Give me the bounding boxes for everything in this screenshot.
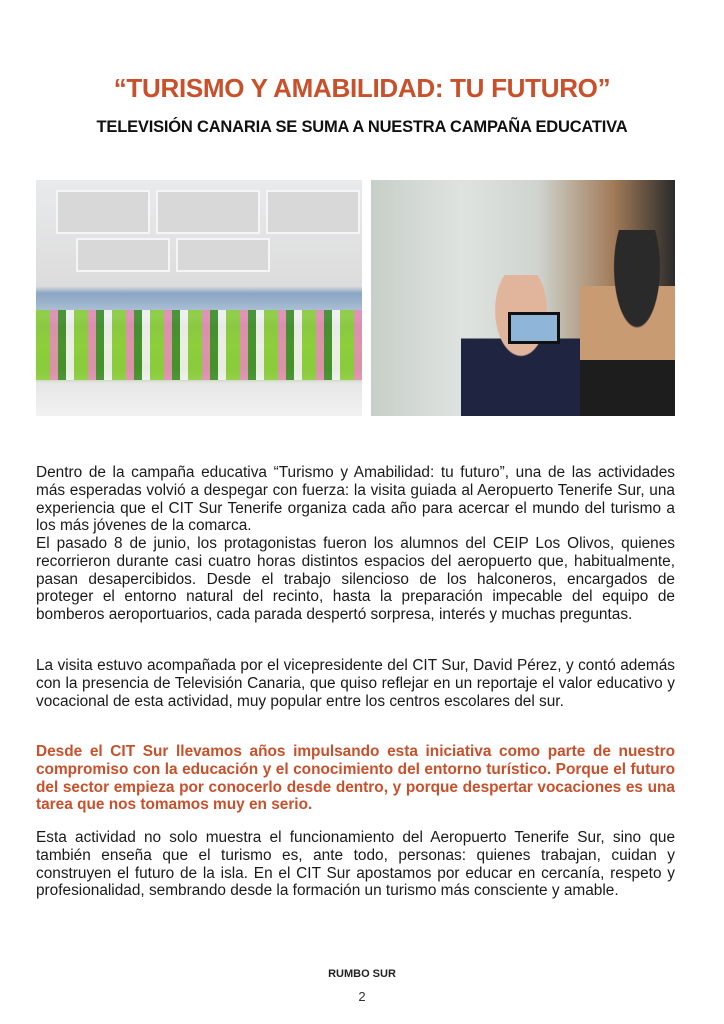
page-title: “TURISMO Y AMABILIDAD: TU FUTURO” bbox=[113, 73, 611, 103]
photo-students-group bbox=[36, 180, 362, 416]
ceiling-tile bbox=[56, 190, 150, 234]
article-paragraph-1: Dentro de la campaña educativa “Turismo y Amabilidad: tu futuro”, una de las actividades más esperadas volvió a despegar con fuerza: la visita guiada al Aeropuerto Tenerife Sur, una experiencia que el CIT Sur Tenerife organiza cada año para acercar el mundo del turismo a los más jóvenes de la comarca. bbox=[36, 464, 675, 535]
students-crowd bbox=[36, 310, 362, 380]
article-paragraph-2: El pasado 8 de junio, los protagonistas fueron los alumnos del CEIP Los Olivos, quienes recorrieron durante casi cuatro horas distintos espacios del aeropuerto que, habitualmente, pasan desapercibidos. Desde el trabajo silencioso de los halconeros, encargados de proteger el entorno natural del recinto, hasta la preparación impecable del equipo de bomberos aeroportuarios, cada parada despertó sorpresa, interés y muchas preguntas. bbox=[36, 535, 675, 624]
article-paragraph-5: Esta actividad no solo muestra el funcionamiento del Aeropuerto Tenerife Sur, sino que también enseña que el turismo es, ante todo, personas: quienes trabajan, cuidan y construyen el futuro de la isla. En el CIT Sur apostamos por educar en cercanía, respeto y profesionalidad, sembrando desde la formación un turismo más consciente y amable. bbox=[36, 829, 675, 900]
article-highlight-quote: Desde el CIT Sur llevamos años impulsando esta iniciativa como parte de nuestro compromiso con la educación y el conocimiento del entorno turístico. Porque el futuro del sector empieza por conocerlo desde dentro, y porque despertar vocaciones es una tarea que nos tomamos muy en serio. bbox=[36, 743, 675, 814]
page-subtitle: TELEVISIÓN CANARIA SE SUMA A NUESTRA CAMPAÑA EDUCATIVA bbox=[96, 118, 628, 136]
page-number: 2 bbox=[358, 989, 366, 1004]
camera-monitor bbox=[508, 312, 560, 344]
ceiling-tile bbox=[266, 190, 360, 234]
interviewee bbox=[461, 275, 581, 416]
ceiling-tile bbox=[156, 190, 260, 234]
ceiling-tile bbox=[176, 238, 270, 272]
camera-operator bbox=[580, 230, 675, 416]
article-paragraph-3: La visita estuvo acompañada por el vicepresidente del CIT Sur, David Pérez, y contó además con la presencia de Televisión Canaria, que quiso reflejar en un reportaje el valor educativo y vocacional de esta actividad, muy popular entre los centros escolares del sur. bbox=[36, 657, 675, 710]
publication-name: RUMBO SUR bbox=[328, 968, 396, 980]
ceiling-tile bbox=[76, 238, 170, 272]
photo-tv-interview bbox=[371, 180, 675, 416]
